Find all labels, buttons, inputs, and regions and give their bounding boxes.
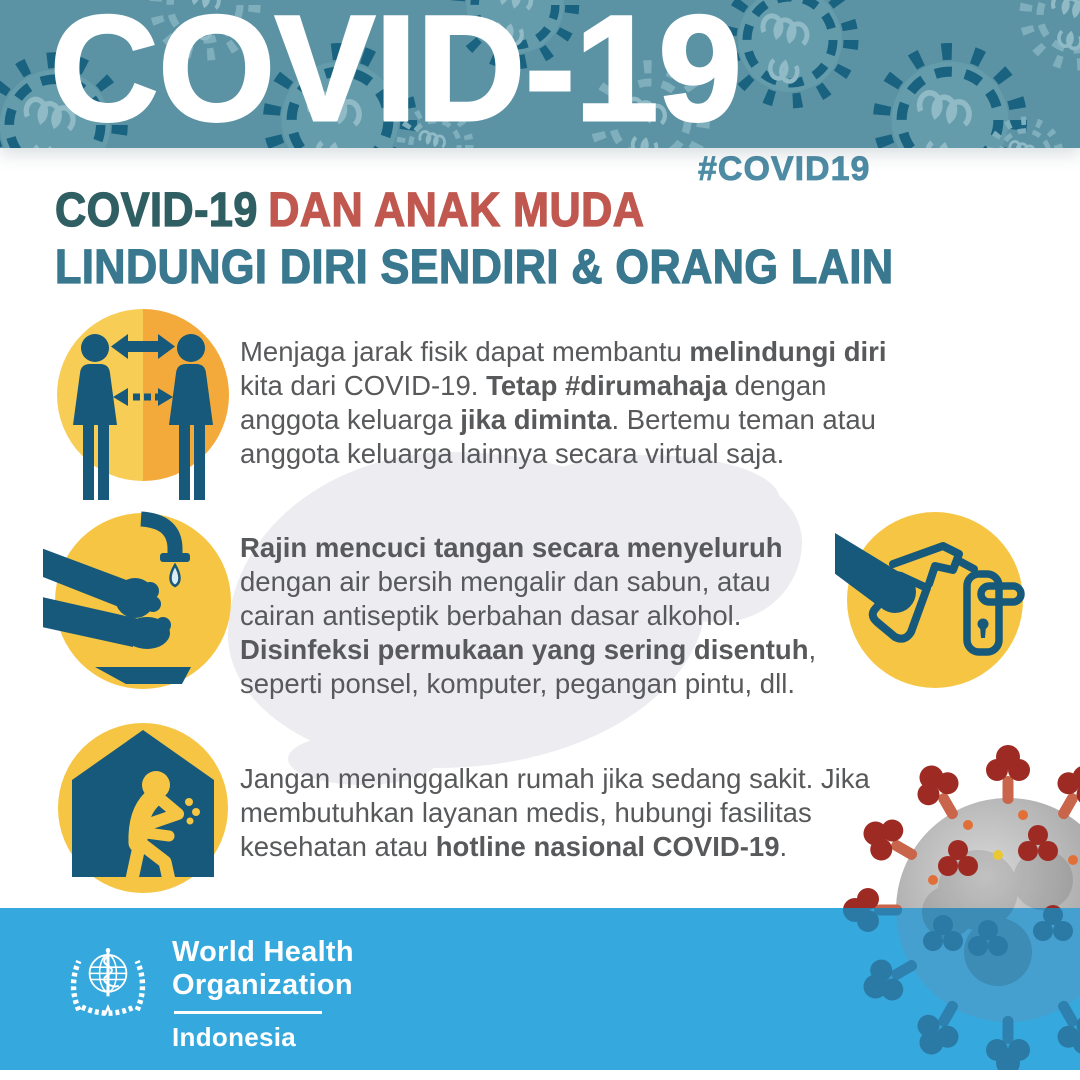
paragraph-line	[240, 531, 816, 565]
title-dan-anak-muda: DAN ANAK MUDA	[268, 184, 645, 237]
body-text: .	[779, 831, 788, 862]
emphasized-text: Tetap #dirumahaja	[486, 370, 728, 401]
body-text: seperti ponsel, komputer, pegangan pintu, dll.	[240, 668, 795, 699]
who-name-line-2: Organization	[172, 969, 353, 1001]
title-line-1	[55, 182, 894, 239]
paragraph-stay-home	[240, 762, 870, 864]
paragraph-line	[240, 830, 870, 864]
who-divider	[174, 1011, 322, 1014]
title-covid: COVID-19	[55, 184, 258, 237]
banner-title: COVID-19	[50, 0, 742, 148]
paragraph-line	[240, 633, 816, 667]
paragraph-handwashing	[240, 531, 816, 701]
physical-distancing-icon	[43, 300, 243, 535]
body-text: Menjaga jarak fisik dapat membantu	[240, 336, 690, 367]
body-text: anggota keluarga lainnya secara virtual saja.	[240, 438, 785, 469]
banner	[0, 0, 1080, 148]
body-text: membutuhkan layanan medis, hubungi fasilitas	[240, 797, 812, 828]
stay-home-cough-icon	[43, 708, 243, 908]
covid-hashtag: #COVID19	[698, 150, 871, 188]
coronavirus-3d-image-blue-tint	[838, 908, 1080, 1070]
who-region: Indonesia	[172, 1021, 297, 1052]
body-text: kita dari COVID-19.	[240, 370, 487, 401]
emphasized-text: jika diminta	[460, 404, 612, 435]
body-text: kesehatan atau	[240, 831, 436, 862]
paragraph-distancing	[240, 335, 887, 471]
emphasized-text: melindungi diri	[689, 336, 887, 367]
paragraph-line	[240, 403, 887, 437]
body-text: . Bertemu teman atau	[611, 404, 876, 435]
body-text: dengan	[727, 370, 827, 401]
who-emblem-icon	[62, 940, 154, 1022]
paragraph-line	[240, 667, 816, 701]
title-line-2: LINDUNGI DIRI SENDIRI & ORANG LAIN	[55, 241, 894, 294]
coronavirus-3d-image	[838, 740, 1080, 908]
emphasized-text: hotline nasional COVID-19	[435, 831, 780, 862]
paragraph-line	[240, 762, 870, 796]
who-logo-block	[62, 936, 354, 1053]
hand-washing-icon	[43, 501, 243, 701]
body-text: ,	[808, 634, 817, 665]
paragraph-line	[240, 335, 887, 369]
page-title	[55, 182, 894, 296]
who-name-line-1: World Health	[172, 936, 354, 968]
paragraph-line	[240, 565, 816, 599]
body-text: Jangan meninggalkan rumah jika sedang sakit. Jika	[240, 763, 870, 794]
body-text: dengan air bersih mengalir dan sabun, atau	[240, 566, 771, 597]
footer	[0, 908, 1080, 1070]
emphasized-text: Rajin mencuci tangan secara menyeluruh	[240, 532, 783, 563]
paragraph-line	[240, 796, 870, 830]
paragraph-line	[240, 369, 887, 403]
body-text: cairan antiseptik berbahan dasar alkohol.	[240, 600, 742, 631]
paragraph-line	[240, 599, 816, 633]
emphasized-text: Disinfeksi permukaan yang sering disentuh	[240, 634, 809, 665]
disinfect-surfaces-icon	[835, 500, 1035, 700]
paragraph-line	[240, 437, 887, 471]
body-text: anggota keluarga	[240, 404, 461, 435]
